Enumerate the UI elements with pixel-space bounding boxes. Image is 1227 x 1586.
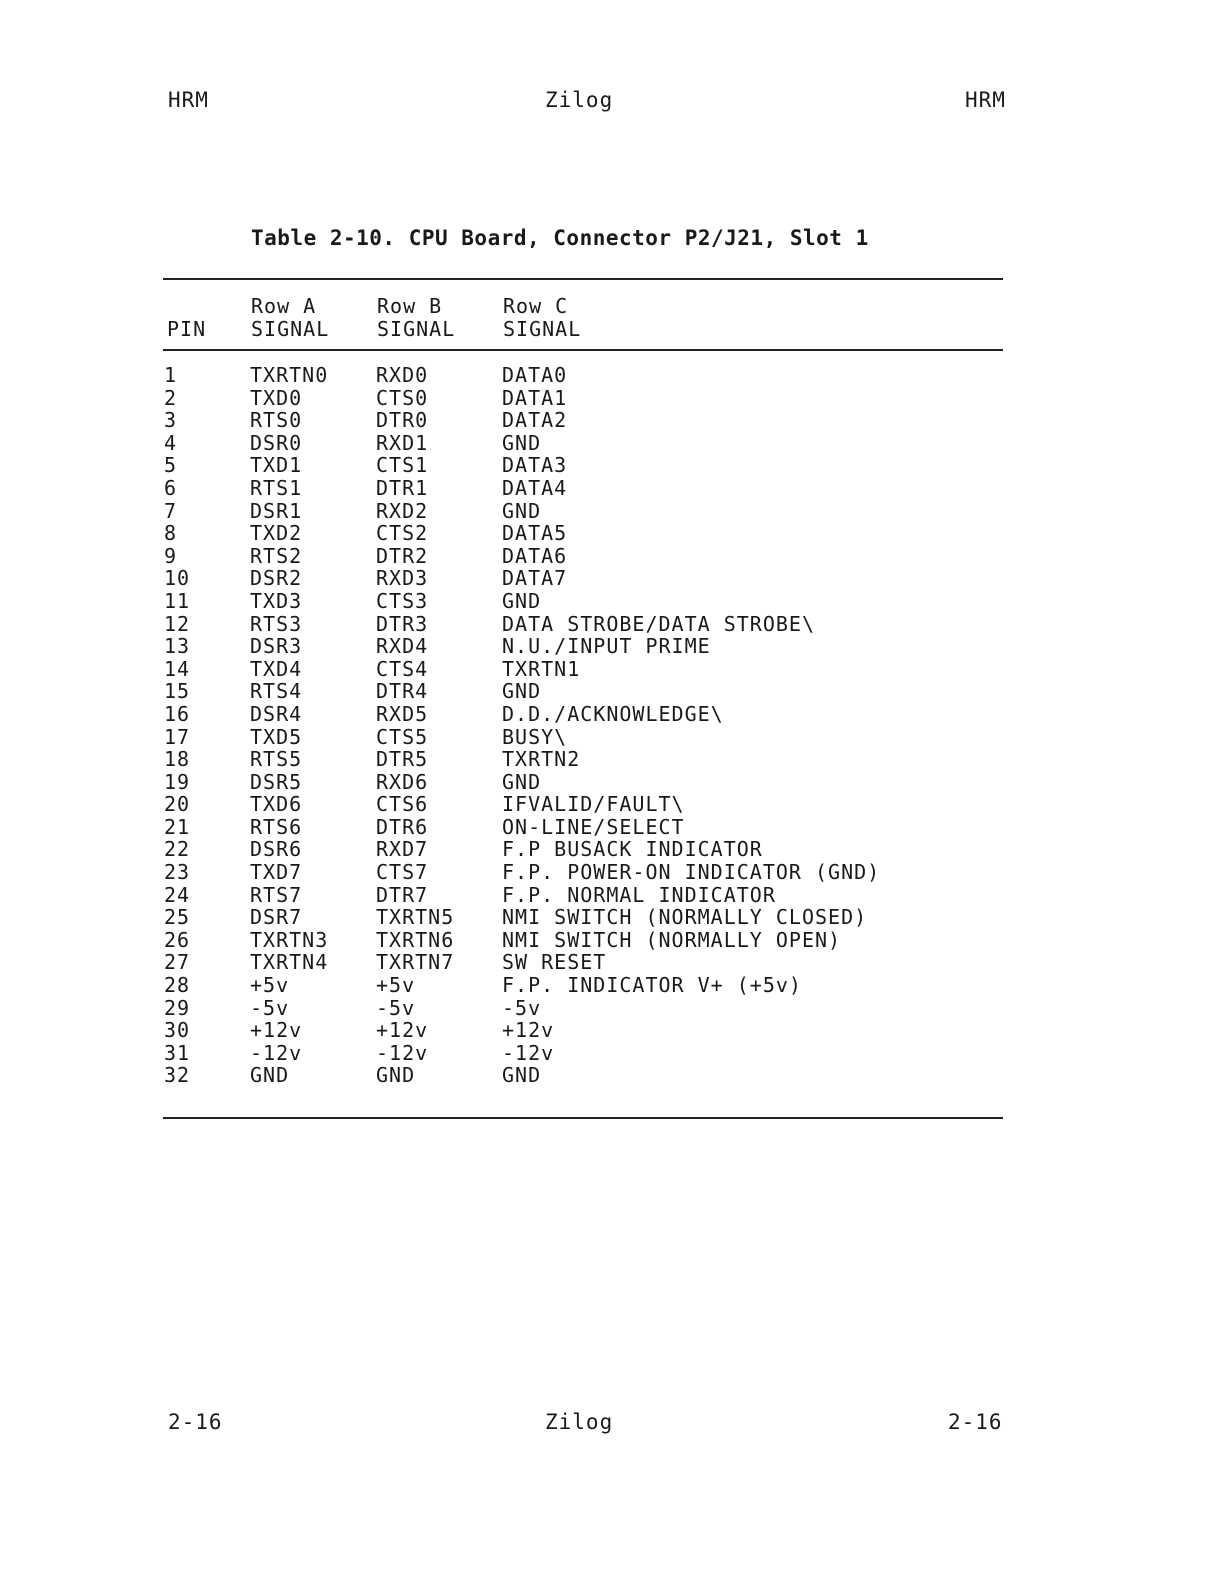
- row-c-signal: -12v: [502, 1040, 555, 1065]
- table-row: [164, 816, 1002, 839]
- table-row: [164, 793, 1002, 816]
- row-c-signal: DATA STROBE/DATA STROBE\: [502, 611, 815, 636]
- row-c-signal: DATA1: [502, 385, 568, 410]
- table-row: [164, 838, 1002, 861]
- row-c-signal: TXRTN1: [502, 656, 581, 681]
- table-row: [164, 974, 1002, 997]
- row-b-signal: CTS6: [376, 792, 429, 817]
- table-row: [164, 477, 1002, 500]
- row-c-signal: F.P. POWER-ON INDICATOR (GND): [502, 860, 881, 885]
- row-c-signal: F.P BUSACK INDICATOR: [502, 837, 763, 862]
- table-row: [164, 500, 1002, 523]
- row-c-signal: GND: [502, 1063, 542, 1088]
- pin-number: 10: [164, 566, 191, 591]
- pin-number: 6: [164, 475, 178, 500]
- row-a-signal: RTS2: [250, 543, 303, 568]
- pin-number: 23: [164, 860, 191, 885]
- row-a-signal: TXRTN4: [250, 950, 329, 975]
- row-b-signal: RXD2: [376, 498, 429, 523]
- pin-number: 13: [164, 634, 191, 659]
- table-row: [164, 726, 1002, 749]
- pin-number: 11: [164, 588, 191, 613]
- row-c-signal: DATA0: [502, 363, 568, 387]
- row-b-signal: DTR0: [376, 408, 429, 433]
- row-a-signal: RTS5: [250, 747, 303, 772]
- row-a-signal: TXD7: [250, 860, 303, 885]
- row-c-signal: GND: [502, 769, 542, 794]
- row-a-signal: GND: [250, 1063, 290, 1088]
- table-row: [164, 951, 1002, 974]
- pin-number: 25: [164, 905, 191, 930]
- header-left: HRM: [168, 88, 209, 112]
- row-b-signal: RXD0: [376, 363, 429, 387]
- row-b-signal: DTR6: [376, 814, 429, 839]
- table-row: [164, 1019, 1002, 1042]
- row-b-signal: TXRTN5: [376, 905, 455, 930]
- row-a-signal: TXD0: [250, 385, 303, 410]
- col-header-row-c: [503, 295, 581, 341]
- row-b-signal: -5v: [376, 995, 416, 1020]
- row-a-signal: DSR7: [250, 905, 303, 930]
- row-b-signal: DTR7: [376, 882, 429, 907]
- table-row: [164, 997, 1002, 1020]
- table-row: [164, 522, 1002, 545]
- table-row: [164, 1042, 1002, 1065]
- table-title: Table 2-10. CPU Board, Connector P2/J21, Slot 1: [251, 226, 869, 250]
- pin-number: 28: [164, 973, 191, 998]
- row-a-signal: TXD1: [250, 453, 303, 478]
- row-a-signal: DSR5: [250, 769, 303, 794]
- row-b-signal: +5v: [376, 973, 416, 998]
- table-row: [164, 567, 1002, 590]
- col-header-row-c-line1: Row C: [503, 294, 569, 318]
- row-b-signal: DTR3: [376, 611, 429, 636]
- pin-number: 27: [164, 950, 191, 975]
- pin-number: 5: [164, 453, 178, 478]
- pin-number: 15: [164, 679, 191, 704]
- row-c-signal: GND: [502, 588, 542, 613]
- row-b-signal: CTS7: [376, 860, 429, 885]
- row-b-signal: CTS5: [376, 724, 429, 749]
- table-row: [164, 771, 1002, 794]
- row-a-signal: +5v: [250, 973, 290, 998]
- row-c-signal: GND: [502, 430, 542, 455]
- row-b-signal: TXRTN6: [376, 927, 455, 952]
- row-a-signal: DSR1: [250, 498, 303, 523]
- row-c-signal: DATA6: [502, 543, 568, 568]
- row-a-signal: +12v: [250, 1018, 303, 1043]
- row-a-signal: TXD2: [250, 521, 303, 546]
- row-c-signal: TXRTN2: [502, 747, 581, 772]
- row-a-signal: -5v: [250, 995, 290, 1020]
- row-b-signal: CTS1: [376, 453, 429, 478]
- pin-number: 29: [164, 995, 191, 1020]
- table-row: [164, 409, 1002, 432]
- col-header-row-b-line2: SIGNAL: [377, 317, 456, 341]
- row-c-signal: GND: [502, 498, 542, 523]
- footer-center: Zilog: [545, 1410, 614, 1434]
- row-c-signal: BUSY\: [502, 724, 568, 749]
- row-a-signal: DSR4: [250, 701, 303, 726]
- row-b-signal: RXD4: [376, 634, 429, 659]
- table-row: [164, 929, 1002, 952]
- table-row: [164, 658, 1002, 681]
- table-top-rule: [163, 278, 1003, 280]
- row-a-signal: RTS0: [250, 408, 303, 433]
- pin-table-body: [164, 364, 1002, 1087]
- table-row: [164, 861, 1002, 884]
- pin-number: 4: [164, 430, 178, 455]
- pin-number: 21: [164, 814, 191, 839]
- pin-number: 20: [164, 792, 191, 817]
- row-b-signal: RXD1: [376, 430, 429, 455]
- row-b-signal: DTR1: [376, 475, 429, 500]
- col-header-row-a-line2: SIGNAL: [251, 317, 330, 341]
- col-header-row-c-line2: SIGNAL: [503, 317, 582, 341]
- header-center: Zilog: [545, 88, 614, 112]
- row-a-signal: DSR6: [250, 837, 303, 862]
- row-b-signal: RXD6: [376, 769, 429, 794]
- pin-number: 14: [164, 656, 191, 681]
- row-a-signal: RTS1: [250, 475, 303, 500]
- header-right: HRM: [965, 88, 1006, 112]
- table-row: [164, 680, 1002, 703]
- col-header-pin: PIN: [167, 317, 207, 341]
- table-row: [164, 432, 1002, 455]
- col-header-row-a-line1: Row A: [251, 294, 317, 318]
- row-b-signal: CTS4: [376, 656, 429, 681]
- row-a-signal: RTS4: [250, 679, 303, 704]
- row-c-signal: DATA2: [502, 408, 568, 433]
- row-b-signal: CTS3: [376, 588, 429, 613]
- row-b-signal: RXD3: [376, 566, 429, 591]
- row-b-signal: CTS2: [376, 521, 429, 546]
- pin-number: 8: [164, 521, 178, 546]
- pin-number: 7: [164, 498, 178, 523]
- row-c-signal: F.P. INDICATOR V+ (+5v): [502, 973, 802, 998]
- table-row: [164, 906, 1002, 929]
- row-b-signal: -12v: [376, 1040, 429, 1065]
- table-row: [164, 545, 1002, 568]
- row-c-signal: NMI SWITCH (NORMALLY CLOSED): [502, 905, 868, 930]
- pin-number: 24: [164, 882, 191, 907]
- row-b-signal: DTR4: [376, 679, 429, 704]
- pin-number: 16: [164, 701, 191, 726]
- table-row: [164, 703, 1002, 726]
- pin-number: 3: [164, 408, 178, 433]
- row-c-signal: D.D./ACKNOWLEDGE\: [502, 701, 724, 726]
- row-a-signal: RTS6: [250, 814, 303, 839]
- pin-number: 1: [164, 363, 178, 387]
- row-b-signal: GND: [376, 1063, 416, 1088]
- row-c-signal: DATA3: [502, 453, 568, 478]
- row-a-signal: TXD5: [250, 724, 303, 749]
- pin-number: 22: [164, 837, 191, 862]
- col-header-row-b-line1: Row B: [377, 294, 443, 318]
- row-b-signal: RXD5: [376, 701, 429, 726]
- row-c-signal: F.P. NORMAL INDICATOR: [502, 882, 776, 907]
- row-b-signal: +12v: [376, 1018, 429, 1043]
- row-c-signal: DATA5: [502, 521, 568, 546]
- pin-number: 17: [164, 724, 191, 749]
- row-a-signal: DSR0: [250, 430, 303, 455]
- footer-left: 2-16: [168, 1410, 223, 1434]
- col-header-row-b: [377, 295, 455, 341]
- row-c-signal: DATA4: [502, 475, 568, 500]
- row-a-signal: RTS7: [250, 882, 303, 907]
- pin-number: 31: [164, 1040, 191, 1065]
- row-a-signal: TXD4: [250, 656, 303, 681]
- row-c-signal: IFVALID/FAULT\: [502, 792, 685, 817]
- row-a-signal: -12v: [250, 1040, 303, 1065]
- row-b-signal: CTS0: [376, 385, 429, 410]
- row-c-signal: NMI SWITCH (NORMALLY OPEN): [502, 927, 842, 952]
- row-a-signal: DSR3: [250, 634, 303, 659]
- table-row: [164, 364, 1002, 387]
- row-c-signal: SW RESET: [502, 950, 607, 975]
- row-b-signal: TXRTN7: [376, 950, 455, 975]
- row-b-signal: DTR2: [376, 543, 429, 568]
- table-row: [164, 1064, 1002, 1087]
- table-row: [164, 748, 1002, 771]
- row-c-signal: GND: [502, 679, 542, 704]
- pin-number: 12: [164, 611, 191, 636]
- table-row: [164, 635, 1002, 658]
- row-a-signal: TXRTN0: [250, 363, 329, 387]
- row-a-signal: TXD6: [250, 792, 303, 817]
- table-header-rule: [163, 349, 1003, 351]
- pin-number: 30: [164, 1018, 191, 1043]
- table-bottom-rule: [163, 1117, 1003, 1119]
- row-a-signal: TXD3: [250, 588, 303, 613]
- row-c-signal: ON-LINE/SELECT: [502, 814, 685, 839]
- pin-number: 9: [164, 543, 178, 568]
- table-row: [164, 884, 1002, 907]
- col-header-row-a: [251, 295, 329, 341]
- footer-right: 2-16: [948, 1410, 1003, 1434]
- row-a-signal: RTS3: [250, 611, 303, 636]
- row-a-signal: DSR2: [250, 566, 303, 591]
- row-a-signal: TXRTN3: [250, 927, 329, 952]
- row-c-signal: N.U./INPUT PRIME: [502, 634, 711, 659]
- pin-number: 19: [164, 769, 191, 794]
- table-row: [164, 454, 1002, 477]
- pin-number: 18: [164, 747, 191, 772]
- row-c-signal: DATA7: [502, 566, 568, 591]
- row-b-signal: RXD7: [376, 837, 429, 862]
- pin-number: 26: [164, 927, 191, 952]
- row-b-signal: DTR5: [376, 747, 429, 772]
- row-c-signal: +12v: [502, 1018, 555, 1043]
- pin-table: [164, 364, 1002, 1087]
- table-row: [164, 387, 1002, 410]
- row-c-signal: -5v: [502, 995, 542, 1020]
- pin-number: 2: [164, 385, 178, 410]
- pin-number: 32: [164, 1063, 191, 1088]
- table-row: [164, 613, 1002, 636]
- table-row: [164, 590, 1002, 613]
